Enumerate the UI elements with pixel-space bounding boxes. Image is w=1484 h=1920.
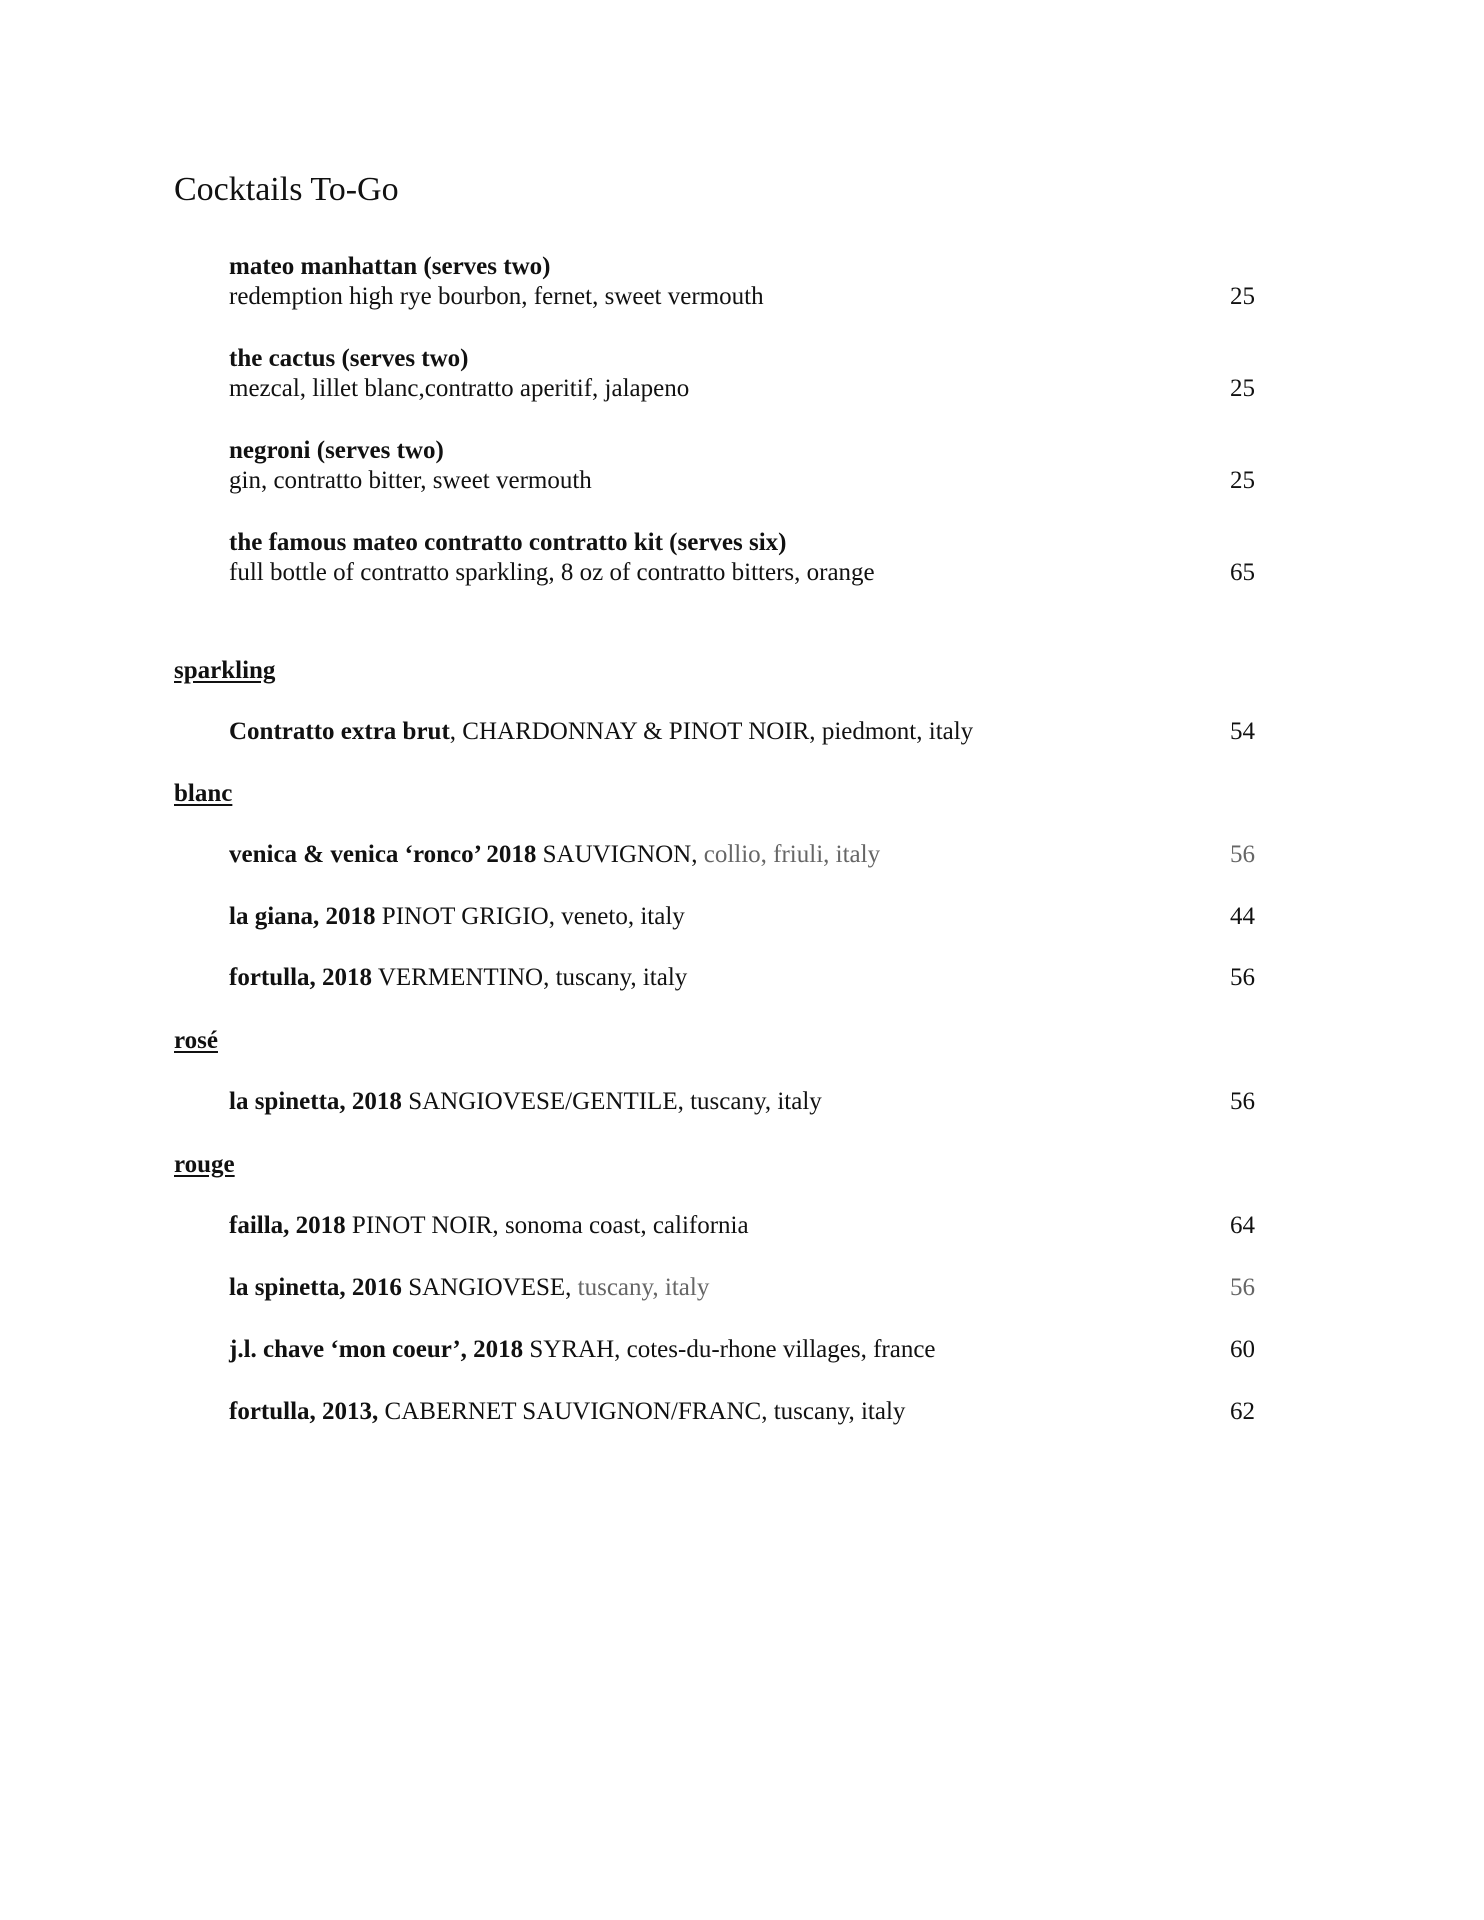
wine-region: cotes-du-rhone villages, france: [620, 1336, 936, 1363]
wine-grape: SAUVIGNON,: [536, 841, 698, 868]
wine-grape: VERMENTINO,: [372, 964, 550, 991]
wine-name: Contratto extra brut: [229, 718, 450, 745]
wine-name: fortulla, 2013,: [229, 1398, 379, 1425]
wine-price: 62: [1230, 1398, 1255, 1425]
cocktail-item: [229, 252, 1255, 312]
wine-region: veneto, italy: [554, 903, 685, 930]
wine-region: tuscany, italy: [767, 1398, 906, 1425]
wine-price: 54: [1230, 718, 1255, 745]
wine-item: [229, 717, 1255, 747]
wine-item: [229, 963, 1255, 993]
wine-name: fortulla, 2018: [229, 964, 373, 991]
cocktail-price: 25: [1230, 467, 1255, 494]
wine-grape: CABERNET SAUVIGNON/FRANC,: [378, 1398, 768, 1425]
cocktail-item: [229, 528, 1255, 588]
wine-price: 60: [1230, 1336, 1255, 1363]
cocktail-name: negroni (serves two): [229, 437, 444, 464]
wine-price: 64: [1230, 1212, 1255, 1239]
wine-region: tuscany, italy: [571, 1274, 710, 1301]
wine-region: tuscany, italy: [549, 964, 688, 991]
cocktail-name: the cactus (serves two): [229, 345, 469, 372]
wine-name: la spinetta, 2018: [229, 1088, 402, 1115]
cocktail-desc: gin, contratto bitter, sweet vermouth: [229, 467, 592, 494]
wine-item: [229, 1211, 1255, 1241]
cocktail-price: 65: [1230, 559, 1255, 586]
wine-price: 44: [1230, 903, 1255, 930]
wine-grape: , CHARDONNAY & PINOT NOIR,: [449, 718, 816, 745]
wine-price: 56: [1230, 1088, 1255, 1115]
wine-name: j.l. chave ‘mon coeur’, 2018: [229, 1336, 524, 1363]
wine-grape: PINOT NOIR,: [345, 1212, 499, 1239]
cocktail-item: [229, 436, 1255, 496]
wine-price: 56: [1230, 1274, 1255, 1301]
cocktail-price: 25: [1230, 283, 1255, 310]
wine-grape: SANGIOVESE/GENTILE,: [401, 1088, 684, 1115]
wine-name: la giana, 2018: [229, 903, 376, 930]
wine-item: [229, 902, 1255, 932]
cocktail-price: 25: [1230, 375, 1255, 402]
wine-region: tuscany, italy: [683, 1088, 822, 1115]
wine-item: [229, 1087, 1255, 1117]
page-title: Cocktails To-Go: [174, 171, 399, 208]
cocktail-desc: full bottle of contratto sparkling, 8 oz of contratto bitters, orange: [229, 559, 875, 586]
wine-item: [229, 1273, 1255, 1303]
wine-item: [229, 1397, 1255, 1427]
wine-region: sonoma coast, california: [498, 1212, 749, 1239]
wine-region: collio, friuli, italy: [697, 841, 881, 868]
wine-grape: PINOT GRIGIO,: [375, 903, 555, 930]
wine-price: 56: [1230, 964, 1255, 991]
section-heading-rouge: rouge: [174, 1151, 235, 1178]
wine-name: failla, 2018: [229, 1212, 346, 1239]
wine-name: la spinetta, 2016: [229, 1274, 402, 1301]
section-heading-rose: rosé: [174, 1027, 218, 1054]
wine-grape: SANGIOVESE,: [401, 1274, 572, 1301]
wine-item: [229, 1335, 1255, 1365]
cocktail-name: the famous mateo contratto contratto kit (serves six): [229, 529, 787, 556]
wine-price: 56: [1230, 841, 1255, 868]
wine-name: venica & venica ‘ronco’ 2018: [229, 841, 537, 868]
cocktail-desc: redemption high rye bourbon, fernet, sweet vermouth: [229, 283, 764, 310]
section-heading-sparkling: sparkling: [174, 657, 276, 684]
cocktail-name: mateo manhattan (serves two): [229, 253, 551, 280]
wine-region: piedmont, italy: [815, 718, 974, 745]
cocktail-desc: mezcal, lillet blanc,contratto aperitif, jalapeno: [229, 375, 690, 402]
section-heading-blanc: blanc: [174, 780, 233, 807]
wine-item: [229, 840, 1255, 870]
cocktail-item: [229, 344, 1255, 404]
wine-grape: SYRAH,: [523, 1336, 621, 1363]
